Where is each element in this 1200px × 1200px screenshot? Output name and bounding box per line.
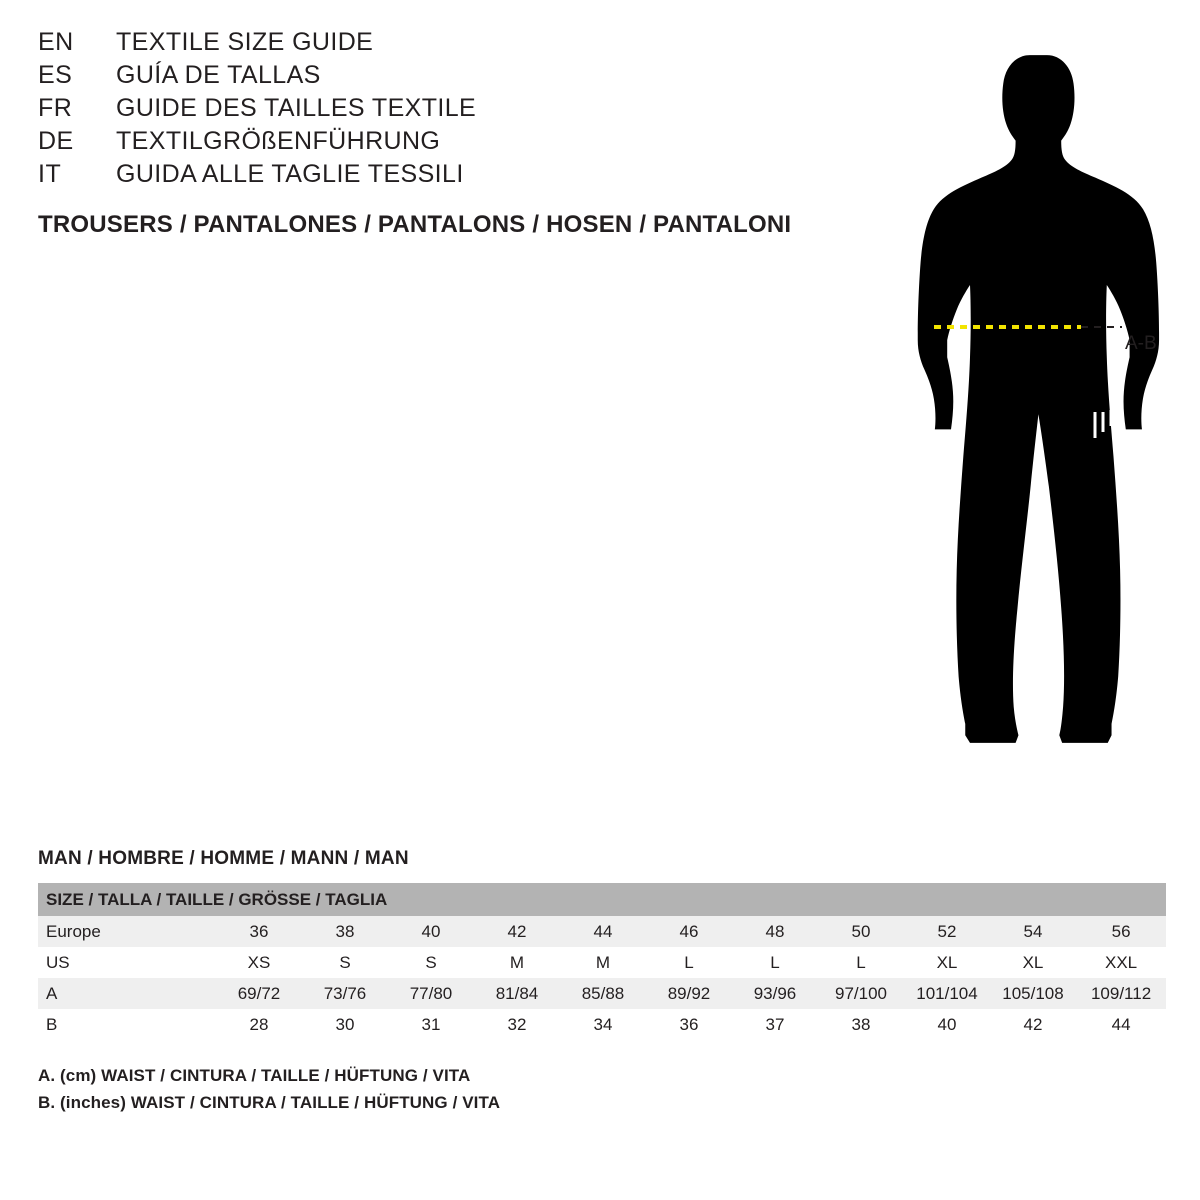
cell: XXL: [1076, 947, 1166, 978]
table-row: [38, 978, 1166, 1009]
language-row: [38, 94, 798, 127]
language-row: [38, 61, 798, 94]
row-label-us: US: [38, 947, 216, 978]
cell: 81/84: [474, 978, 560, 1009]
row-label-europe: Europe: [38, 916, 216, 947]
cell: 56: [1076, 916, 1166, 947]
table-caption: MAN / HOMBRE / HOMME / MANN / MAN: [38, 848, 409, 869]
language-title: GUIDA ALLE TAGLIE TESSILI: [116, 160, 464, 188]
cell: 28: [216, 1009, 302, 1040]
cell: L: [818, 947, 904, 978]
cell: 52: [904, 916, 990, 947]
cell: XS: [216, 947, 302, 978]
size-table-section: [38, 848, 1166, 1116]
table-header-row: [38, 883, 1166, 916]
language-row: [38, 127, 798, 160]
male-silhouette-icon: [800, 20, 1190, 810]
cell: 77/80: [388, 978, 474, 1009]
cell: 101/104: [904, 978, 990, 1009]
cell: 109/112: [1076, 978, 1166, 1009]
cell: 38: [818, 1009, 904, 1040]
cell: XL: [990, 947, 1076, 978]
row-label-b: B: [38, 1009, 216, 1040]
footnote-b: B. (inches) WAIST / CINTURA / TAILLE / HÜFTUNG / VITA: [38, 1093, 501, 1112]
language-title: GUIDE DES TAILLES TEXTILE: [116, 94, 477, 122]
cell: 30: [302, 1009, 388, 1040]
cell: 40: [904, 1009, 990, 1040]
cell: L: [732, 947, 818, 978]
cell: 93/96: [732, 978, 818, 1009]
table-row: [38, 1009, 1166, 1040]
cell: 48: [732, 916, 818, 947]
cell: 32: [474, 1009, 560, 1040]
measurement-figure: [800, 20, 1190, 810]
cell: 31: [388, 1009, 474, 1040]
cell: 40: [388, 916, 474, 947]
cell: M: [560, 947, 646, 978]
cell: 44: [1076, 1009, 1166, 1040]
table-row: [38, 916, 1166, 947]
cell: 46: [646, 916, 732, 947]
cell: 34: [560, 1009, 646, 1040]
cell: M: [474, 947, 560, 978]
cell: 36: [646, 1009, 732, 1040]
cell: 42: [474, 916, 560, 947]
cell: 50: [818, 916, 904, 947]
language-code: EN: [38, 28, 74, 56]
table-header-label: SIZE / TALLA / TAILLE / GRÖSSE / TAGLIA: [38, 883, 1166, 916]
size-guide-header: [38, 28, 798, 239]
language-code: ES: [38, 61, 73, 89]
cell: 85/88: [560, 978, 646, 1009]
cell: 37: [732, 1009, 818, 1040]
cell: 38: [302, 916, 388, 947]
table-row: [38, 947, 1166, 978]
cell: 105/108: [990, 978, 1076, 1009]
language-code: DE: [38, 127, 74, 155]
cell: 89/92: [646, 978, 732, 1009]
footnotes: [38, 1062, 1166, 1116]
cell: L: [646, 947, 732, 978]
footnote-a: A. (cm) WAIST / CINTURA / TAILLE / HÜFTUNG / VITA: [38, 1066, 471, 1085]
language-code: IT: [38, 160, 62, 188]
language-title: GUÍA DE TALLAS: [116, 61, 321, 89]
cell: XL: [904, 947, 990, 978]
cell: 44: [560, 916, 646, 947]
measure-label-ab: A-B: [1125, 333, 1157, 354]
language-title: TEXTILGRÖßENFÜHRUNG: [116, 127, 441, 155]
cell: 73/76: [302, 978, 388, 1009]
cell: S: [302, 947, 388, 978]
cell: 54: [990, 916, 1076, 947]
row-label-a: A: [38, 978, 216, 1009]
cell: 69/72: [216, 978, 302, 1009]
cell: 42: [990, 1009, 1076, 1040]
size-table: [38, 883, 1166, 1040]
cell: 36: [216, 916, 302, 947]
garment-type-subtitle: TROUSERS / PANTALONES / PANTALONS / HOSEN / PANTALONI: [38, 211, 792, 238]
language-title: TEXTILE SIZE GUIDE: [116, 28, 374, 56]
language-row: [38, 160, 798, 193]
language-code: FR: [38, 94, 73, 122]
language-row: [38, 28, 798, 61]
cell: S: [388, 947, 474, 978]
cell: 97/100: [818, 978, 904, 1009]
